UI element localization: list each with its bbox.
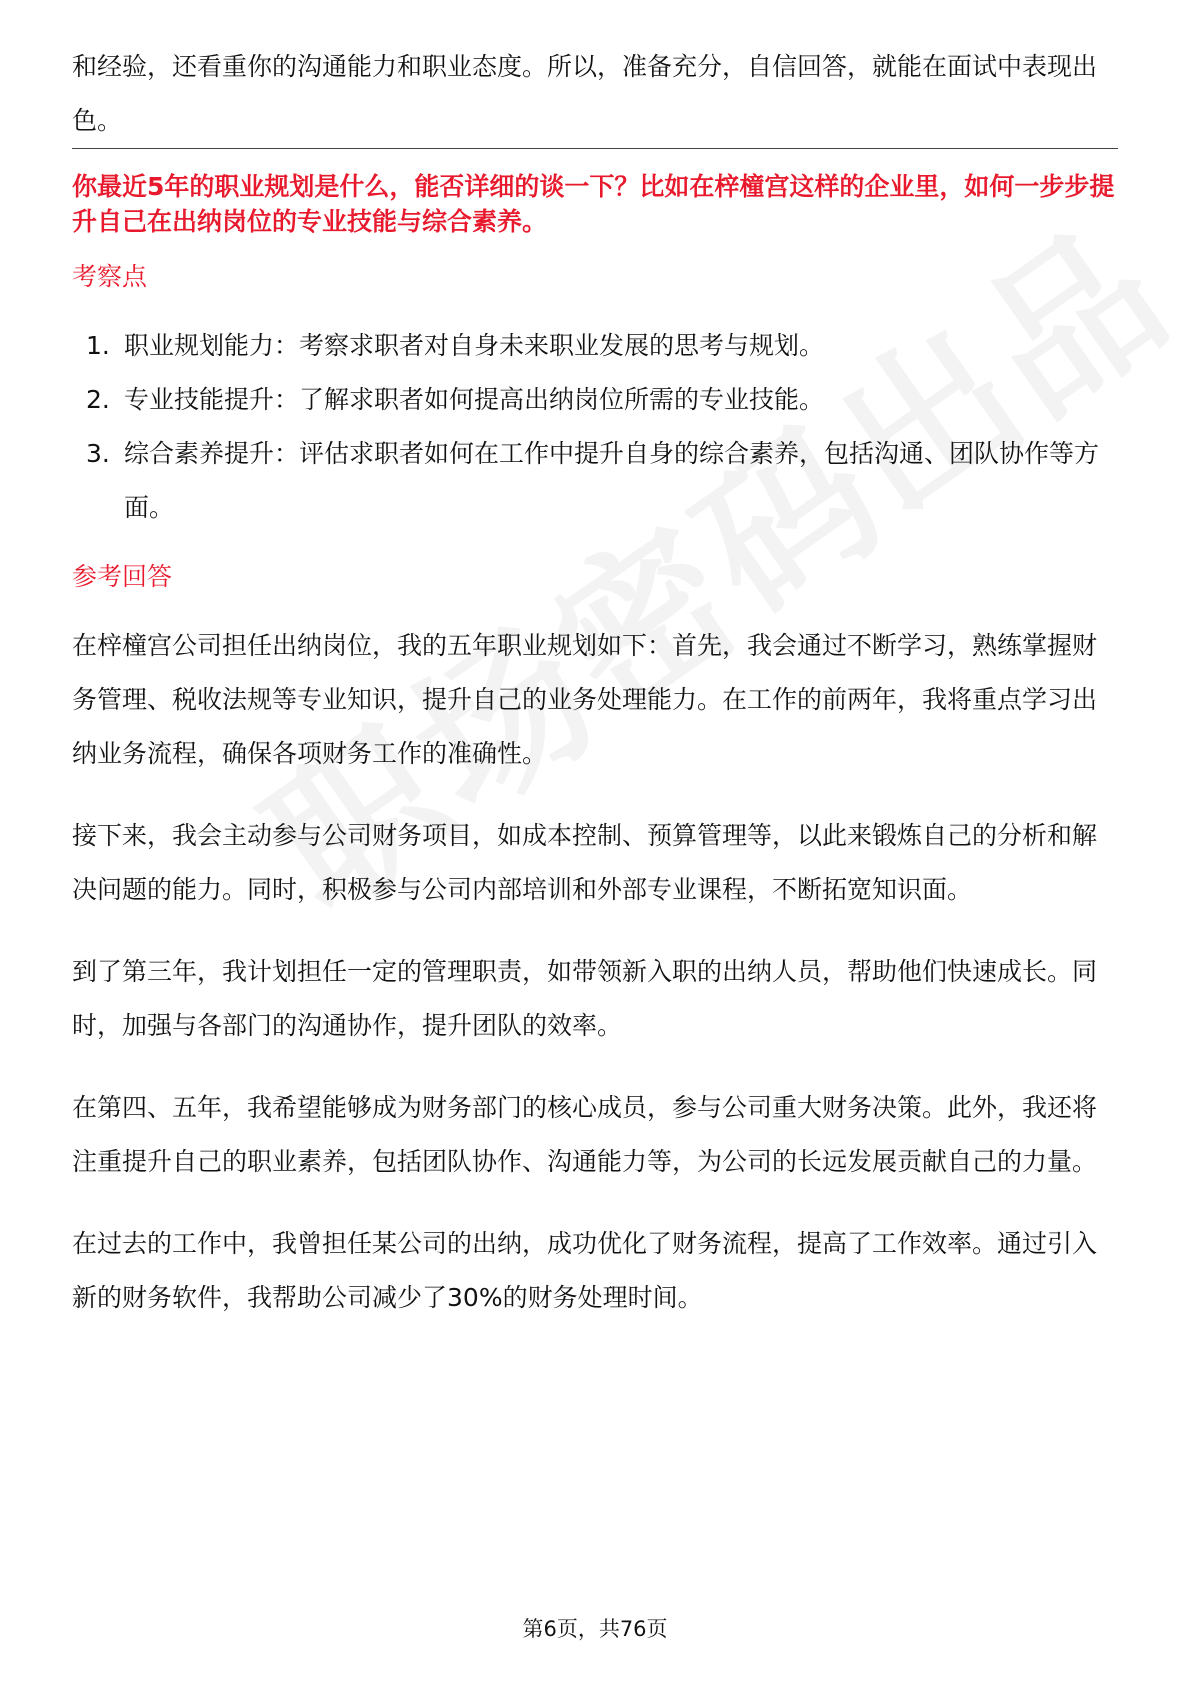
examine-title: 考察点 [72, 262, 148, 291]
list-text: 综合素养提升：评估求职者如何在工作中提升自身的综合素养，包括沟通、团队协作等方面。 [124, 439, 1100, 522]
page-content [72, 40, 1118, 1325]
list-number: 2. [86, 385, 110, 414]
list-item [72, 319, 1118, 373]
list-text: 专业技能提升：了解求职者如何提高出纳岗位所需的专业技能。 [124, 385, 825, 414]
page-number: 第6页，共76页 [522, 1617, 668, 1641]
list-number: 1. [86, 331, 110, 360]
answer-paragraph: 接下来，我会主动参与公司财务项目，如成本控制、预算管理等，以此来锻炼自己的分析和解决问题的能力。同时，积极参与公司内部培训和外部专业课程，不断拓宽知识面。 [72, 821, 1098, 904]
answer-paragraph: 在梓橦宫公司担任出纳岗位，我的五年职业规划如下：首先，我会通过不断学习，熟练掌握财务管理、税收法规等专业知识，提升自己的业务处理能力。在工作的前两年，我将重点学习出纳业务流程，确保各项财务工作的准确性。 [72, 631, 1098, 768]
intro-paragraph: 和经验，还看重你的沟通能力和职业态度。所以，准备充分，自信回答，就能在面试中表现出色。 [72, 52, 1098, 135]
answer-paragraph: 在过去的工作中，我曾担任某公司的出纳，成功优化了财务流程，提高了工作效率。通过引入新的财务软件，我帮助公司减少了30%的财务处理时间。 [72, 1229, 1098, 1312]
list-item [72, 373, 1118, 427]
section-divider [72, 148, 1118, 149]
answer-paragraph: 到了第三年，我计划担任一定的管理职责，如带领新入职的出纳人员，帮助他们快速成长。同时，加强与各部门的沟通协作，提升团队的效率。 [72, 957, 1098, 1040]
question-heading: 你最近5年的职业规划是什么，能否详细的谈一下？比如在梓橦宫这样的企业里，如何一步步提升自己在出纳岗位的专业技能与综合素养。 [72, 172, 1115, 236]
answer-paragraph: 在第四、五年，我希望能够成为财务部门的核心成员，参与公司重大财务决策。此外，我还将注重提升自己的职业素养，包括团队协作、沟通能力等，为公司的长远发展贡献自己的力量。 [72, 1093, 1098, 1176]
list-item [72, 427, 1118, 535]
list-number: 3. [86, 439, 110, 468]
answer-title: 参考回答 [72, 562, 173, 591]
list-text: 职业规划能力：考察求职者对自身未来职业发展的思考与规划。 [124, 331, 825, 360]
examine-list [72, 319, 1118, 535]
